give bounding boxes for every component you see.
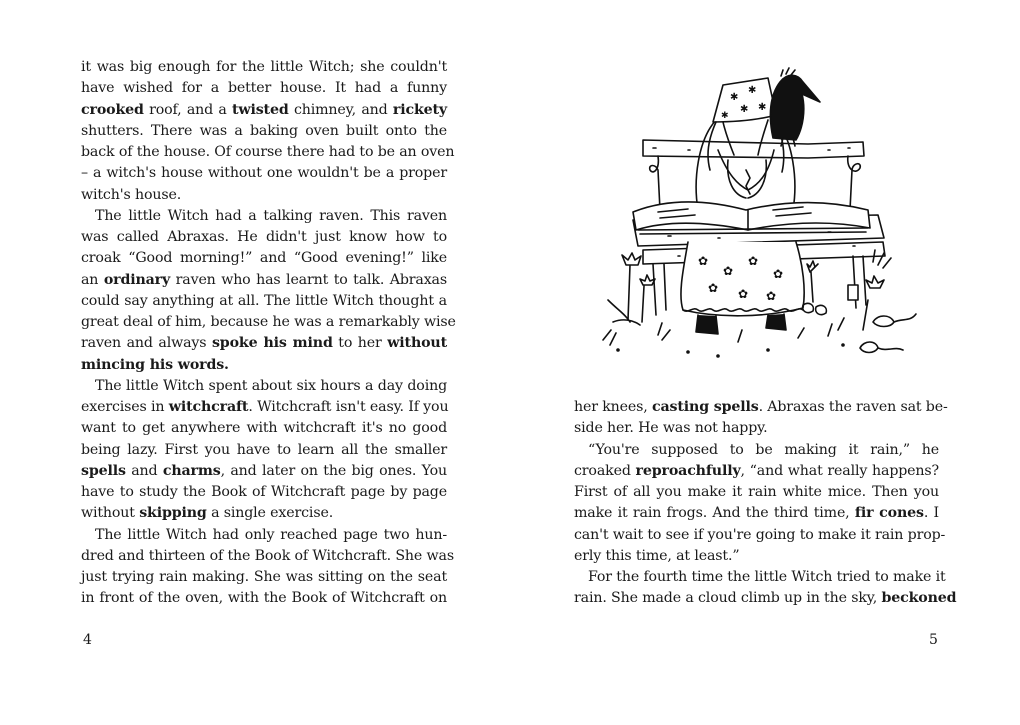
text-run: and xyxy=(125,462,163,479)
text-line xyxy=(81,588,447,609)
text-line xyxy=(81,482,447,503)
bold-term: casting spells xyxy=(652,399,759,415)
svg-text:✱: ✱ xyxy=(758,102,767,113)
text-line xyxy=(81,270,447,291)
paragraph xyxy=(574,397,948,440)
svg-text:✿: ✿ xyxy=(738,287,749,301)
svg-text:✿: ✿ xyxy=(766,289,777,303)
svg-text:✱: ✱ xyxy=(721,111,729,121)
text-run: back of the house. Of course there had to be an oven xyxy=(81,144,455,160)
text-run: witch's house. xyxy=(81,186,182,203)
text-line xyxy=(81,418,447,439)
svg-text:✿: ✿ xyxy=(748,254,759,268)
text-run: . Abraxas the raven sat be- xyxy=(758,399,948,415)
text-run: First of all you make it rain white mice. Then you xyxy=(574,484,939,500)
text-run: dred and thirteen of the Book of Witchcraft. She was xyxy=(81,547,454,564)
text-line xyxy=(81,291,447,312)
text-run: have to study the Book of Witchcraft page by page xyxy=(81,484,447,500)
text-run: croaked xyxy=(574,462,636,479)
text-line xyxy=(574,525,946,546)
text-line xyxy=(81,163,447,184)
text-run: it was big enough for the little Witch; she couldn't xyxy=(81,59,447,75)
text-run: can't wait to see if you're going to make it rain prop- xyxy=(574,526,946,543)
text-run: , “and what really happens? xyxy=(740,462,939,479)
text-run: just trying rain making. She was sitting on the seat xyxy=(81,569,447,585)
text-run: – a witch's house without one wouldn't be a proper xyxy=(81,165,447,182)
text-run: raven who has learnt to talk. Abraxas xyxy=(170,271,447,288)
text-line xyxy=(574,461,939,482)
text-line xyxy=(81,355,447,376)
text-line xyxy=(81,312,456,333)
text-run: , and later on the big ones. You xyxy=(220,462,447,479)
bold-term: ordinary xyxy=(103,271,171,288)
svg-text:✱: ✱ xyxy=(740,104,749,115)
svg-text:✿: ✿ xyxy=(773,267,784,281)
witch-raven-bench-illustration xyxy=(598,60,920,360)
text-line xyxy=(81,376,447,397)
text-line xyxy=(81,206,447,227)
text-run: great deal of him, because he was a remarkably wise xyxy=(81,314,456,330)
bold-term: mincing his words. xyxy=(81,356,229,373)
paragraph xyxy=(81,525,454,610)
text-run: The little Witch spent about six hours a day doing xyxy=(95,377,447,394)
text-line xyxy=(81,503,447,524)
text-run: an xyxy=(81,271,104,288)
text-run: The little Witch had a talking raven. This raven xyxy=(95,207,447,224)
text-line xyxy=(81,121,447,142)
paragraph xyxy=(81,206,456,376)
bold-term: skipping xyxy=(139,505,207,522)
text-line xyxy=(81,461,447,482)
right-page-text xyxy=(574,397,957,610)
paragraph xyxy=(574,567,957,610)
bold-term: twisted xyxy=(232,101,289,118)
text-run: For the fourth time the little Witch tried to make it xyxy=(588,569,946,585)
text-run: . Witchcraft isn't easy. If you xyxy=(248,399,449,415)
paragraph xyxy=(574,440,946,568)
bold-term: spoke his mind xyxy=(211,335,333,352)
left-page-text xyxy=(81,57,456,610)
text-line xyxy=(81,333,447,354)
bold-term: charms xyxy=(162,462,221,479)
bold-term: beckoned xyxy=(881,590,957,607)
paragraph xyxy=(81,57,455,206)
text-line xyxy=(81,78,447,99)
page-number: 4 xyxy=(83,632,92,648)
text-run: without xyxy=(81,505,140,522)
text-line xyxy=(81,397,447,418)
paragraph xyxy=(81,376,447,525)
text-line xyxy=(574,418,939,439)
text-line xyxy=(574,503,939,524)
text-run: croak “Good morning!” and “Good evening!” like xyxy=(81,250,447,267)
text-line xyxy=(574,397,948,418)
bold-term: spells xyxy=(81,462,126,479)
text-run: could say anything at all. The little Witch thought a xyxy=(81,292,447,309)
text-line xyxy=(81,525,447,546)
text-run: being lazy. First you have to learn all the smaller xyxy=(81,441,447,458)
bold-term: rickety xyxy=(392,101,447,118)
text-line xyxy=(574,440,939,461)
bold-term: without xyxy=(387,335,447,352)
text-line xyxy=(81,440,447,461)
bold-term: fir cones xyxy=(854,505,924,522)
text-line xyxy=(81,567,447,588)
text-line xyxy=(81,57,447,78)
text-run: was called Abraxas. He didn't just know how to xyxy=(81,229,447,245)
svg-text:✿: ✿ xyxy=(723,264,734,278)
text-line xyxy=(81,546,454,567)
text-run: a single exercise. xyxy=(206,505,334,522)
text-run: make it rain frogs. And the third time, xyxy=(574,505,855,522)
text-run: in front of the oven, with the Book of Witchcraft on xyxy=(81,590,447,607)
text-run: want to get anywhere with witchcraft it's no good xyxy=(81,420,447,437)
right-page xyxy=(510,0,1020,725)
svg-text:✿: ✿ xyxy=(698,254,709,268)
text-line xyxy=(574,588,957,609)
text-run: rain. She made a cloud climb up in the sky, xyxy=(574,590,882,607)
text-run: roof, and a xyxy=(143,101,233,118)
text-run: to her xyxy=(332,335,388,352)
text-run: side her. He was not happy. xyxy=(574,420,768,437)
bold-term: witchcraft xyxy=(168,399,249,415)
text-run: have wished for a better house. It had a funny xyxy=(81,80,447,97)
text-line xyxy=(81,227,447,248)
text-line xyxy=(81,185,447,206)
text-run: chimney, and xyxy=(288,101,393,118)
text-line xyxy=(81,100,447,121)
svg-text:✿: ✿ xyxy=(708,281,719,295)
svg-text:✱: ✱ xyxy=(748,85,757,96)
bold-term: crooked xyxy=(81,101,144,118)
text-run: erly this time, at least.” xyxy=(574,547,740,564)
bold-term: reproachfully xyxy=(635,462,741,479)
text-line xyxy=(574,482,939,503)
text-run: her knees, xyxy=(574,399,653,415)
text-line xyxy=(574,546,939,567)
text-line xyxy=(574,567,946,588)
text-run: The little Witch had only reached page two hun- xyxy=(95,526,447,543)
text-line xyxy=(81,248,447,269)
text-run: exercises in xyxy=(81,399,169,415)
text-run: raven and always xyxy=(81,335,212,352)
text-run: shutters. There was a baking oven built onto the xyxy=(81,122,447,139)
text-run: “You're supposed to be making it rain,” he xyxy=(588,441,939,458)
text-line xyxy=(81,142,455,163)
page-number: 5 xyxy=(929,632,938,648)
text-run: . I xyxy=(923,505,939,522)
svg-text:✱: ✱ xyxy=(730,92,739,103)
